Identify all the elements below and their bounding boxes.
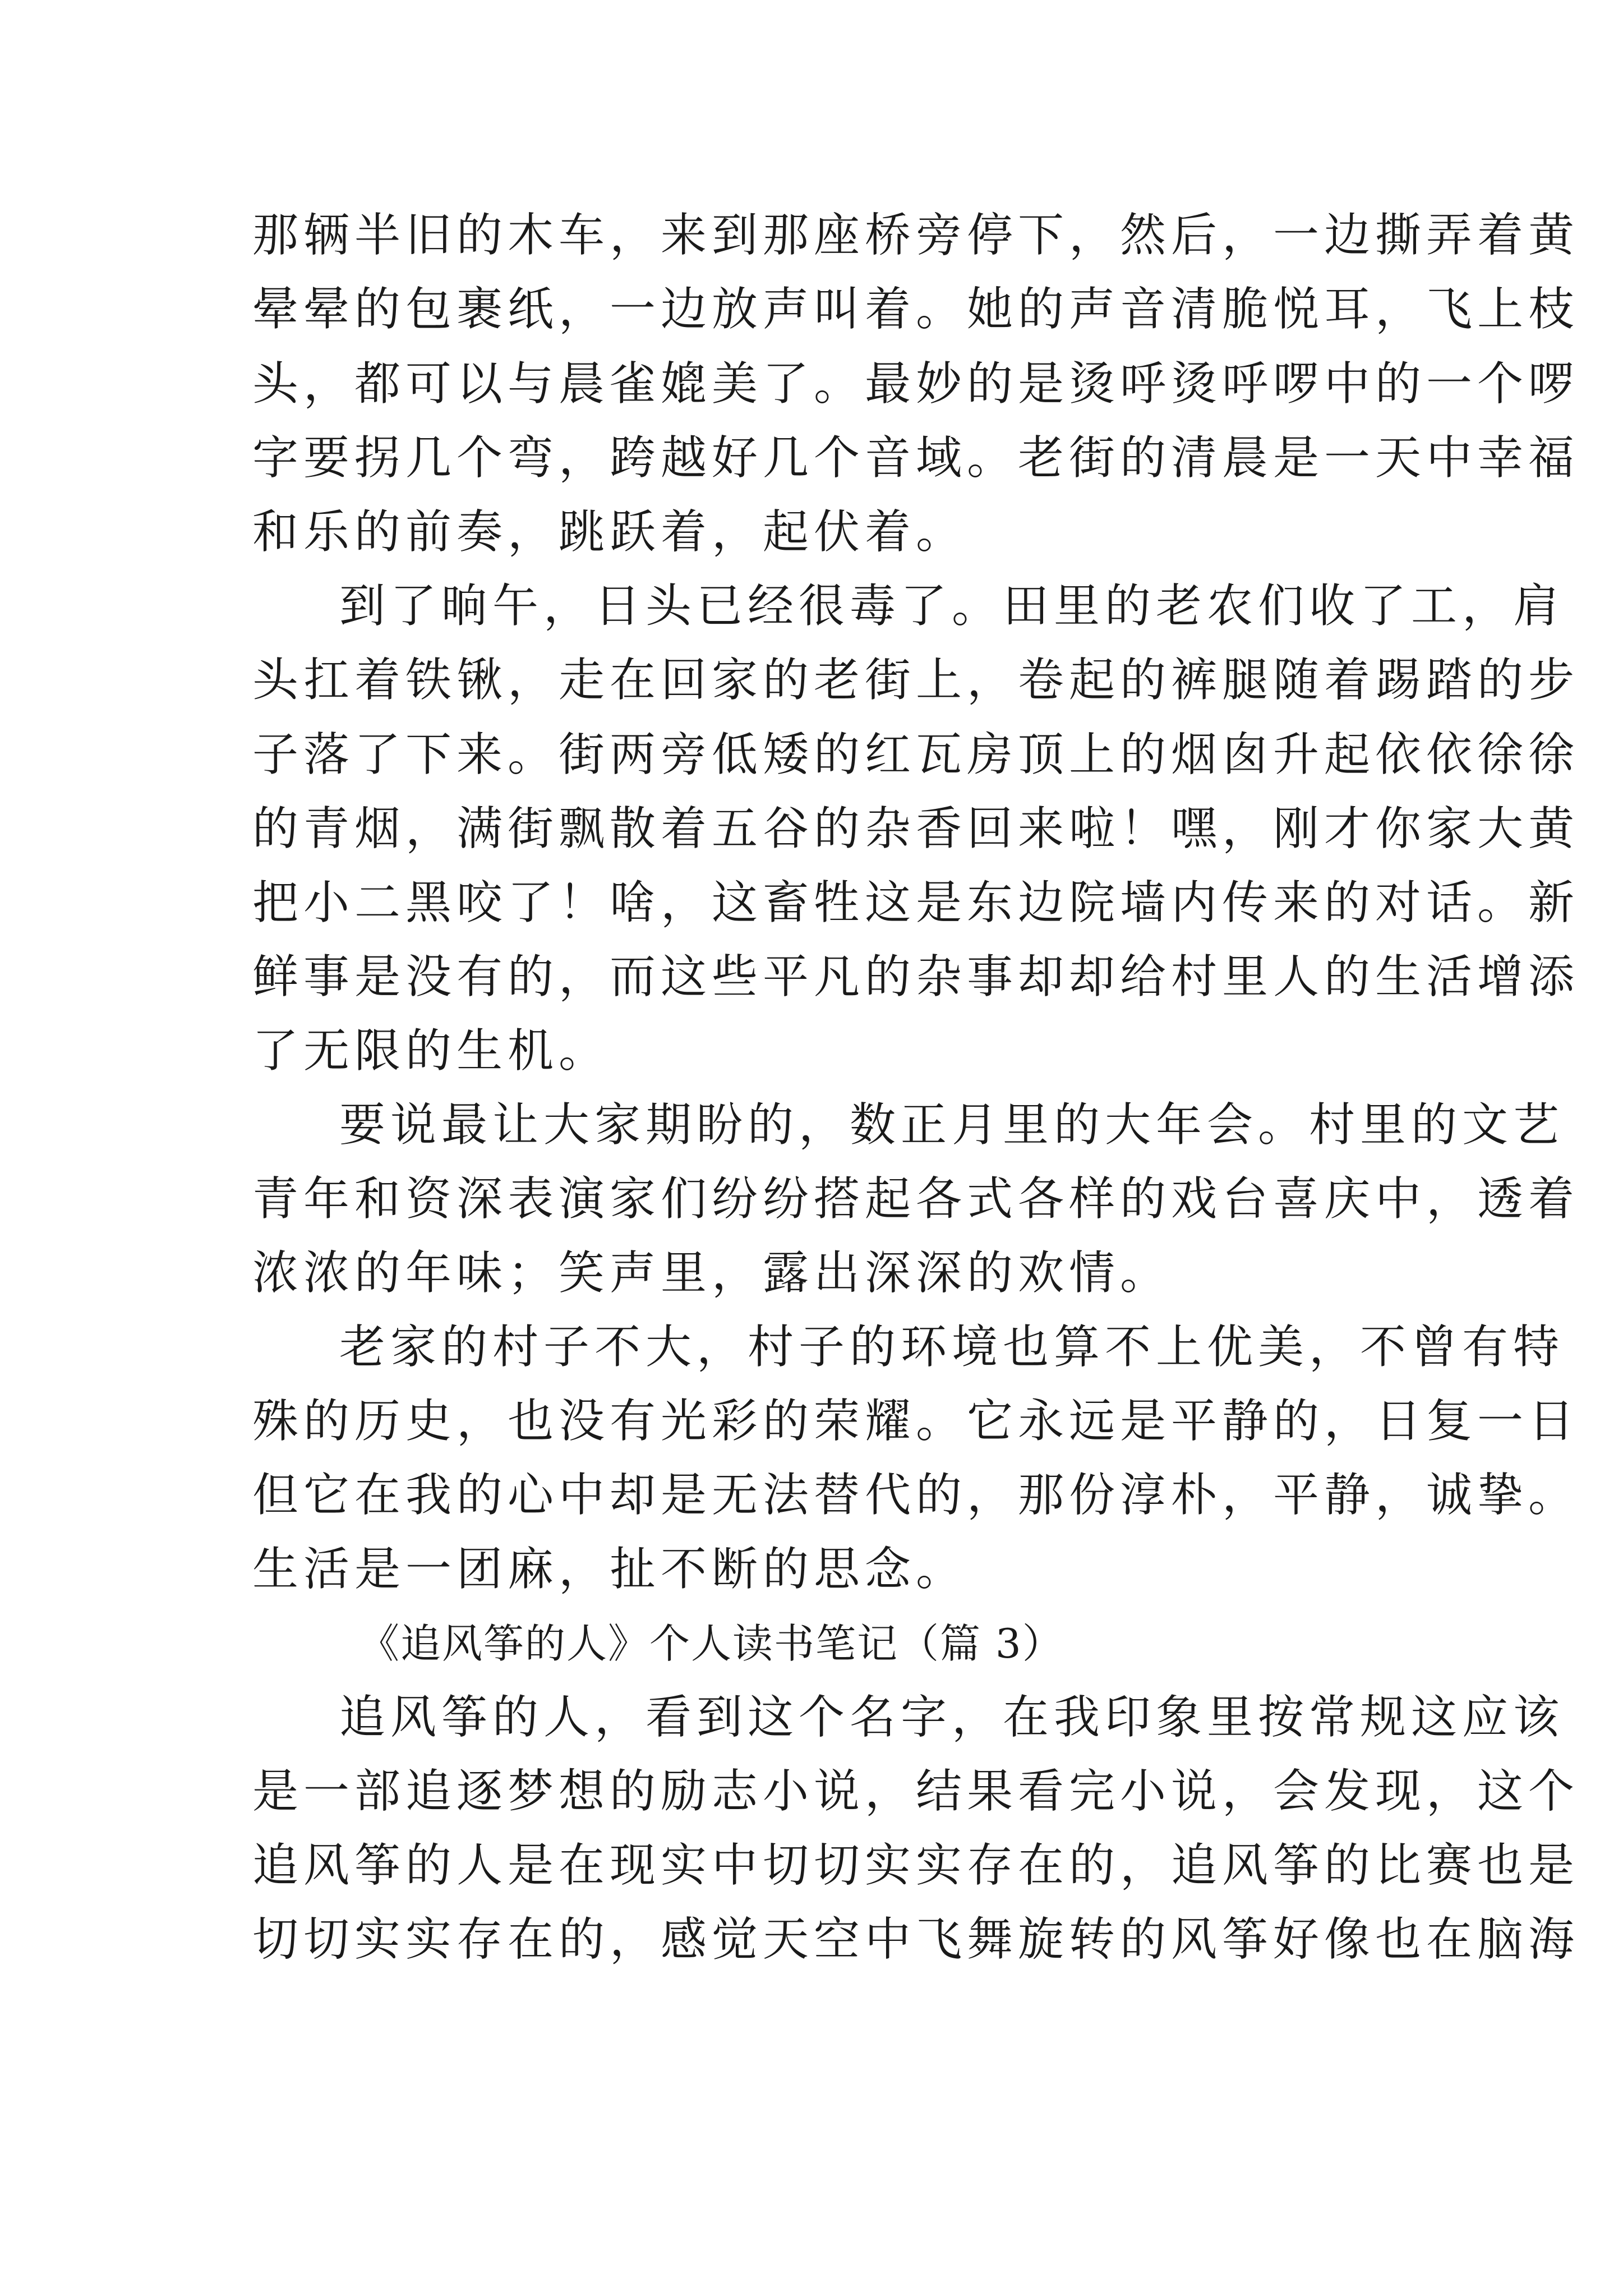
section-heading: 《追风筝的人》个人读书笔记（篇 3） — [359, 1620, 1064, 1667]
text-line: 和乐的前奏，跳跃着，起伏着。 — [252, 505, 967, 559]
text-line: 青年和资深表演家们纷纷搭起各式各样的戏台喜庆中，透着 — [252, 1172, 1580, 1226]
text-line: 殊的历史，也没有光彩的荣耀。它永远是平静的，日复一日 — [252, 1395, 1580, 1448]
text-line: 子落了下来。街两旁低矮的红瓦房顶上的烟囱升起依依徐徐 — [252, 728, 1580, 781]
text-line: 浓浓的年味；笑声里，露出深深的欢情。 — [252, 1246, 1172, 1300]
text-line: 字要拐几个弯，跨越好几个音域。老街的清晨是一天中幸福 — [252, 431, 1580, 485]
text-line: 头扛着铁锹，走在回家的老街上，卷起的裤腿随着踢踏的步 — [252, 654, 1580, 707]
text-line: 鲜事是没有的，而这些平凡的杂事却却给村里人的生活增添 — [252, 950, 1580, 1004]
paragraph-start-line: 追风筝的人，看到这个名字，在我印象里按常规这应该 — [339, 1691, 1565, 1744]
text-line: 那辆半旧的木车，来到那座桥旁停下，然后，一边撕弄着黄 — [252, 209, 1580, 262]
text-line: 切切实实存在的，感觉天空中飞舞旋转的风筝好像也在脑海 — [252, 1913, 1580, 1966]
text-line: 头，都可以与晨雀媲美了。最妙的是烫呼烫呼啰中的一个啰 — [252, 357, 1580, 411]
text-line: 了无限的生机。 — [252, 1024, 610, 1078]
text-line: 是一部追逐梦想的励志小说，结果看完小说，会发现，这个 — [252, 1765, 1580, 1818]
text-line: 晕晕的包裹纸，一边放声叫着。她的声音清脆悦耳，飞上枝 — [252, 283, 1580, 336]
text-line: 追风筝的人是在现实中切切实实存在的，追风筝的比赛也是 — [252, 1839, 1580, 1892]
paragraph-start-line: 老家的村子不大，村子的环境也算不上优美，不曾有特 — [339, 1320, 1565, 1374]
paragraph-start-line: 要说最让大家期盼的，数正月里的大年会。村里的文艺 — [339, 1098, 1565, 1152]
text-line: 但它在我的心中却是无法替代的，那份淳朴，平静，诚挚。 — [252, 1469, 1580, 1522]
text-line: 生活是一团麻，扯不断的思念。 — [252, 1543, 967, 1596]
text-line: 把小二黑咬了！啥，这畜牲这是东边院墙内传来的对话。新 — [252, 876, 1580, 930]
paragraph-start-line: 到了晌午，日头已经很毒了。田里的老农们收了工，肩 — [339, 579, 1565, 633]
text-line: 的青烟，满街飘散着五谷的杂香回来啦！嘿，刚才你家大黄 — [252, 802, 1580, 855]
